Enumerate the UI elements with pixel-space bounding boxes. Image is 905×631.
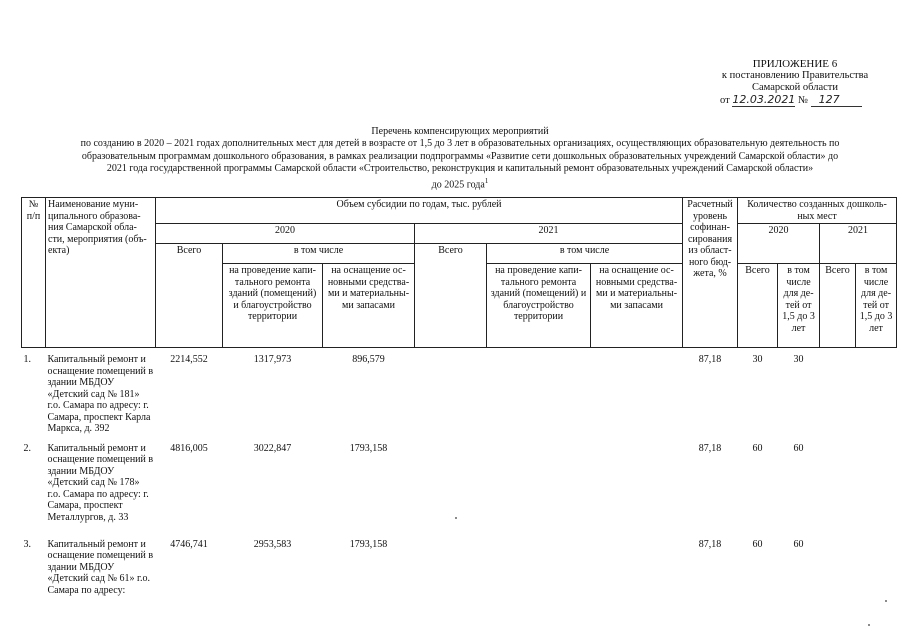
header-repair-2020: на проведение капи-тального ремонта зданий (помещений) и благоустройство территории bbox=[223, 264, 323, 348]
row-total-2020: 4746,741 bbox=[170, 538, 208, 550]
row-equip-2021 bbox=[591, 442, 683, 538]
row-equip-2021 bbox=[591, 538, 683, 608]
scan-speck bbox=[868, 624, 870, 626]
scan-speck bbox=[885, 600, 887, 602]
title-line-5: до 2025 года$^1$ bbox=[431, 177, 489, 191]
row-places-2021-total bbox=[820, 442, 856, 538]
header-total-2020: Всего bbox=[156, 244, 223, 348]
appendix-line-1: к постановлению Правительства bbox=[721, 70, 869, 81]
header-places-2020: 2020 bbox=[738, 224, 820, 264]
header-subsidy: Объем субсидии по годам, тыс. рублей bbox=[156, 198, 683, 224]
row-total-2021 bbox=[415, 442, 487, 538]
row-level: 87,18 bbox=[698, 442, 722, 454]
appendix-title: ПРИЛОЖЕНИЕ 6 bbox=[752, 58, 838, 70]
row-repair-2021 bbox=[487, 348, 591, 442]
header-places: Количество созданных дошколь-ных мест bbox=[738, 198, 897, 224]
row-places-2020-total: 60 bbox=[752, 538, 763, 550]
header-places-2021-incl: в том числе для де-тей от 1,5 до 3 лет bbox=[856, 264, 897, 348]
number-prefix: № bbox=[797, 95, 808, 106]
row-places-2020-total: 60 bbox=[752, 442, 763, 454]
header-places-2020-incl: в том числе для де-тей от 1,5 до 3 лет bbox=[778, 264, 820, 348]
table-row bbox=[22, 538, 897, 608]
header-repair-2021: на проведение капи-тального ремонта зданий (помещений) и благоустройство территории bbox=[487, 264, 591, 348]
document-title bbox=[30, 126, 890, 192]
appendix-block bbox=[700, 58, 890, 107]
header-places-2021: 2021 bbox=[820, 224, 897, 264]
row-places-2021-incl bbox=[856, 538, 897, 608]
row-places-2021-incl bbox=[856, 442, 897, 538]
row-total-2020: 2214,552 bbox=[170, 354, 208, 365]
row-num: 1. bbox=[23, 354, 31, 365]
title-line-4: 2021 года государственной программы Самарской области «Строительство, реконструкция и капитальный ремонт образовательных учреждений Самарской области» bbox=[106, 162, 814, 174]
row-equip-2021 bbox=[591, 348, 683, 442]
row-repair-2021 bbox=[487, 538, 591, 608]
title-line-1: Перечень компенсирующих мероприятий bbox=[371, 126, 549, 137]
row-places-2020-total: 30 bbox=[752, 354, 763, 365]
row-places-2021-incl bbox=[856, 348, 897, 442]
header-equip-2020: на оснащение ос-новными средства-ми и материальны-ми запасами bbox=[323, 264, 415, 348]
row-name: Капитальный ремонт и оснащение помещений в здании МБДОУ «Детский сад № 178» г.о. Самара по адресу: г. Самара, проспект Металлургов, д. 33 bbox=[47, 442, 154, 523]
header-including-2020: в том числе bbox=[223, 244, 415, 264]
row-repair-2021 bbox=[487, 442, 591, 538]
header-equip-2021: на оснащение ос-новными средства-ми и материальны-ми запасами bbox=[591, 264, 683, 348]
header-name: Наименование муни-ципального образова-ния Самарской обла-сти, мероприятия (объ-екта) bbox=[46, 198, 156, 348]
scan-speck bbox=[455, 517, 457, 519]
header-level: Расчетный уровень софинан-сирования из област-ного бюд-жета, % bbox=[683, 198, 738, 348]
date-prefix: от bbox=[720, 95, 730, 106]
row-name: Капитальный ремонт и оснащение помещений в здании МБДОУ «Детский сад № 181» г.о. Самара по адресу: г. Самара, проспект Карла Маркса, д. 392 bbox=[47, 354, 154, 434]
row-level: 87,18 bbox=[698, 538, 722, 550]
header-places-2021-total: Всего bbox=[820, 264, 856, 348]
header-total-2021: Всего bbox=[415, 244, 487, 348]
row-num: 3. bbox=[23, 538, 31, 550]
appendix-line-2: Самарской области bbox=[752, 82, 838, 93]
header-year-2020: 2020 bbox=[156, 224, 415, 244]
decree-date: 12.03.2021 bbox=[732, 93, 796, 106]
row-total-2021 bbox=[415, 538, 487, 608]
header-num: № п/п bbox=[22, 198, 46, 348]
row-equip-2020: 896,579 bbox=[352, 354, 385, 365]
row-equip-2020: 1793,158 bbox=[349, 538, 388, 550]
row-repair-2020: 2953,583 bbox=[253, 538, 292, 550]
measures-table bbox=[21, 197, 897, 608]
row-repair-2020: 1317,973 bbox=[253, 354, 292, 365]
row-places-2021-total bbox=[820, 348, 856, 442]
table-row bbox=[22, 442, 897, 538]
row-num: 2. bbox=[23, 442, 31, 454]
row-places-2021-total bbox=[820, 538, 856, 608]
row-places-2020-incl: 60 bbox=[793, 538, 804, 550]
row-total-2020: 4816,005 bbox=[170, 442, 208, 454]
title-line-3: образовательным программам дошкольного образования, в рамках реализации подпрограммы «Развитие сети дошкольных образовательных учреждений Самарской области» до bbox=[81, 150, 839, 162]
header-places-2020-total: Всего bbox=[738, 264, 778, 348]
row-places-2020-incl: 30 bbox=[793, 354, 804, 365]
header-including-2021: в том числе bbox=[487, 244, 683, 264]
title-line-2: по созданию в 2020 – 2021 годах дополнительных мест для детей в возрасте от 1,5 до 3 лет в образовательных организациях, осуществляющих образовательную деятельность по bbox=[80, 138, 840, 150]
footnote-mark: 1 bbox=[484, 177, 489, 186]
row-equip-2020: 1793,158 bbox=[349, 442, 388, 454]
row-total-2021 bbox=[415, 348, 487, 442]
decree-number: 127 bbox=[811, 93, 862, 107]
header-year-2021: 2021 bbox=[415, 224, 683, 244]
table-row bbox=[22, 348, 897, 442]
row-level: 87,18 bbox=[698, 354, 722, 365]
appendix-date-line bbox=[700, 94, 890, 107]
row-name: Капитальный ремонт и оснащение помещений в здании МБДОУ «Детский сад № 61» г.о. Самара по адресу: bbox=[47, 538, 154, 596]
row-places-2020-incl: 60 bbox=[793, 442, 804, 454]
row-repair-2020: 3022,847 bbox=[253, 442, 292, 454]
